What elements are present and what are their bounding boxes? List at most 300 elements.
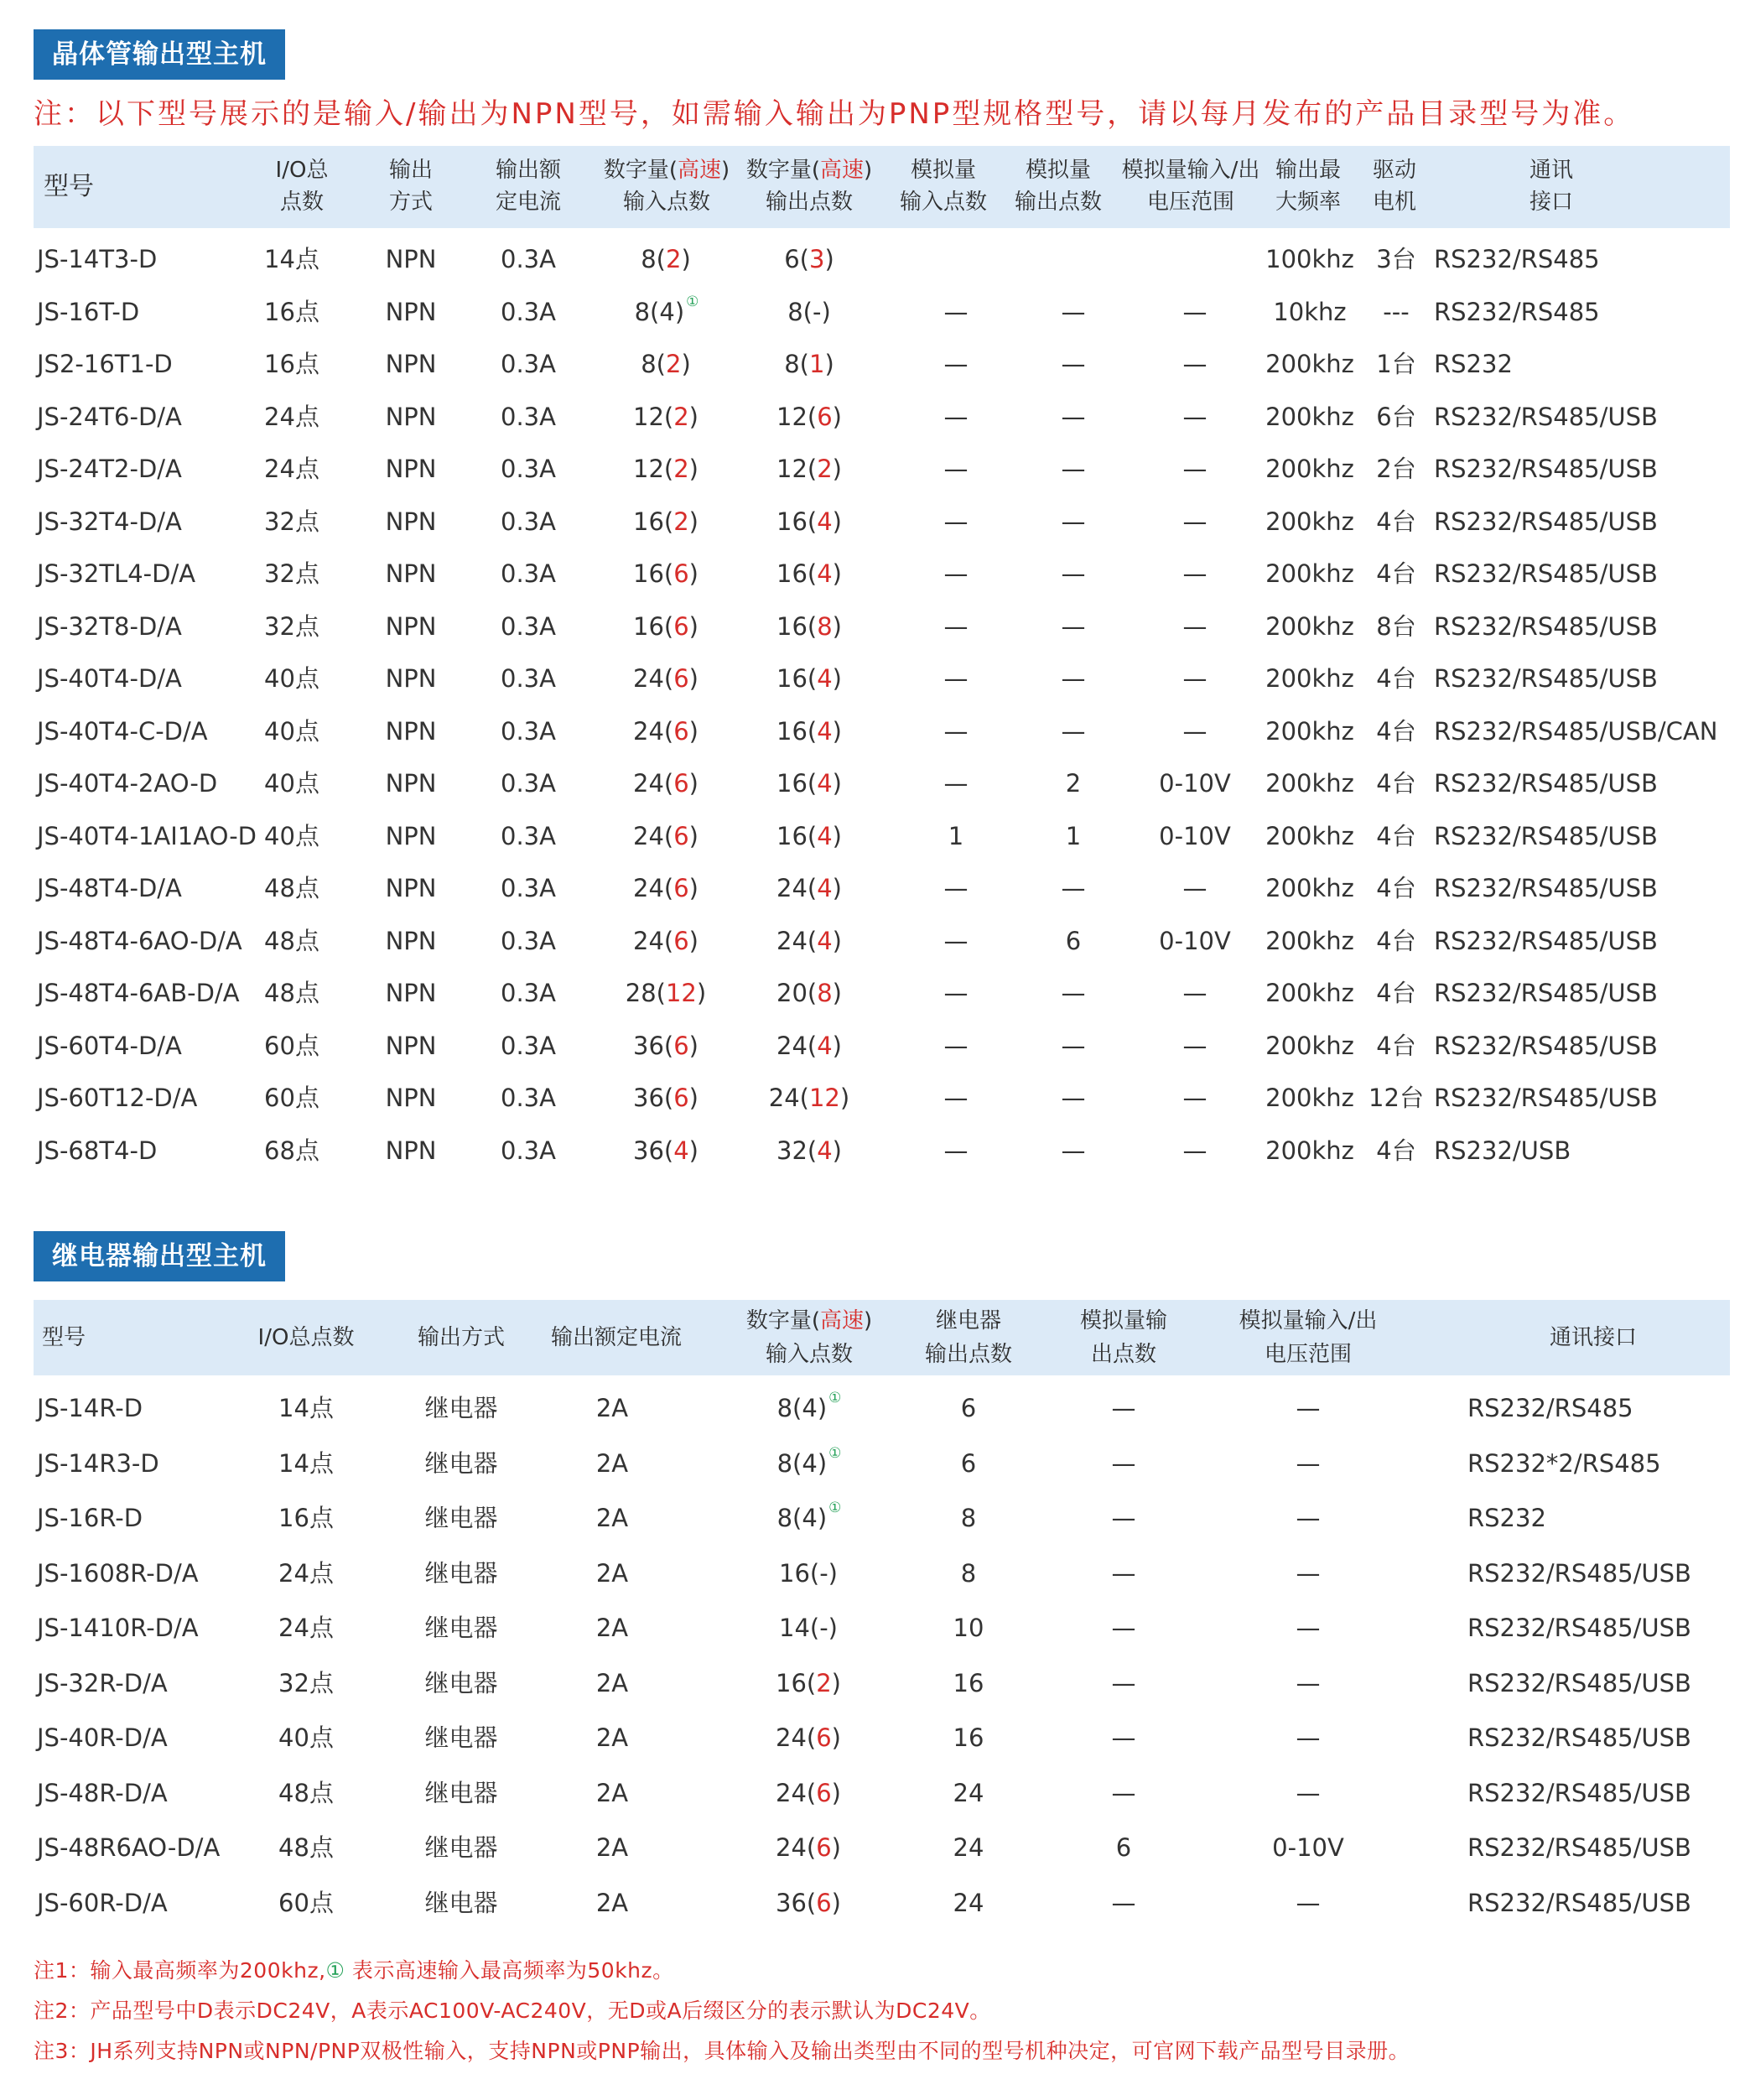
cell-mode: 继电器 [424, 1504, 498, 1532]
table-row [34, 1125, 1730, 1177]
cell-io: 48点 [278, 1778, 334, 1807]
header-mode-1: 输出 [388, 158, 433, 183]
cell-ain: — [943, 769, 969, 798]
cell-io: 40点 [264, 769, 319, 798]
cell-din: 8(4) ① [776, 1500, 842, 1532]
cell-range: — [1296, 1558, 1321, 1588]
table-row [34, 233, 1730, 285]
table-row [34, 1492, 1730, 1544]
table-row [34, 443, 1730, 495]
cell-dout: 6(3) [784, 245, 834, 273]
cell-comm: RS232/RS485/USB [1434, 455, 1658, 483]
cell-freq: 200khz [1265, 350, 1354, 378]
cell-mode: NPN [385, 769, 437, 798]
cell-ain: — [943, 1031, 969, 1060]
cell-dout: 24(4) [776, 926, 842, 955]
cell-io: 32点 [278, 1668, 334, 1697]
cell-aout: — [1061, 979, 1086, 1007]
cell-comm: RS232/RS485/USB/CAN [1434, 716, 1718, 746]
table-row [34, 1437, 1730, 1489]
table-row [34, 1877, 1730, 1929]
cell-io: 24点 [264, 402, 319, 431]
cell-cur: 0.3A [501, 507, 556, 536]
header-motor-1: 驱动 [1372, 158, 1416, 183]
cell-io: 60点 [264, 1084, 319, 1112]
cell-ain: — [943, 611, 969, 641]
cell-model: JS-24T2-D/A [37, 455, 182, 483]
cell-model: JS-40T4-D/A [37, 664, 182, 693]
cell-model: JS-32R-D/A [37, 1668, 168, 1697]
cell-io: 24点 [278, 1614, 334, 1642]
cell-freq: 200khz [1265, 559, 1354, 588]
cell-ain: — [943, 297, 969, 326]
cell-comm: RS232/USB [1434, 1136, 1571, 1165]
cell-model: JS-48T4-6AO-D/A [37, 926, 242, 955]
cell-cur: 0.3A [501, 1136, 556, 1165]
cell-din: 8(4) ① [776, 1444, 842, 1478]
cell-aout: — [1061, 507, 1086, 536]
header-comm-2: 接口 [1529, 190, 1573, 215]
cell-freq: 200khz [1265, 402, 1354, 431]
cell-ain: — [943, 455, 969, 483]
cell-dout: 16(4) [776, 821, 842, 850]
cell-model: JS-24T6-D/A [37, 402, 182, 431]
cell-cur: 0.3A [501, 455, 556, 483]
cell-din: 28(12) [625, 979, 707, 1007]
cell-cur: 0.3A [501, 559, 556, 588]
cell-io: 48点 [278, 1833, 334, 1862]
cell-io: 48点 [264, 926, 319, 955]
table-row [34, 548, 1730, 600]
cell-motor: 4台 [1376, 716, 1416, 746]
cell-io: 32点 [264, 507, 319, 536]
cell-io: 32点 [264, 559, 319, 588]
cell-mode: NPN [385, 664, 437, 693]
cell-freq: 200khz [1265, 611, 1354, 641]
cell-dout: 8(-) [787, 297, 831, 326]
footnote-1: 注1：输入最高频率为200khz,① 表示高速输入最高频率为50khz。 [34, 1958, 674, 1983]
header-aout-2: 输出点数 [1014, 190, 1102, 215]
cell-comm: RS232/RS485/USB [1434, 769, 1658, 798]
cell-aout: — [1111, 1448, 1136, 1478]
cell-din: 12(2) [633, 455, 699, 483]
cell-model: JS-32TL4-D/A [37, 559, 196, 588]
cell-io: 40点 [278, 1723, 334, 1752]
cell-din: 24(6) [633, 821, 699, 850]
table-row [34, 1547, 1730, 1599]
cell-comm: RS232/RS485 [1467, 1394, 1633, 1422]
cell-dout: 24(12) [768, 1084, 850, 1112]
cell-aout: — [1111, 1394, 1136, 1422]
cell-dout: 32(4) [776, 1136, 842, 1165]
cell-comm: RS232/RS485/USB [1467, 1778, 1691, 1807]
cell-motor: 4台 [1376, 507, 1416, 536]
header-ain-1: 模拟量 [910, 158, 976, 183]
cell-aout: — [1061, 559, 1086, 588]
cell-comm: RS232/RS485/USB [1434, 1084, 1658, 1112]
cell-model: JS-48T4-D/A [37, 874, 182, 902]
cell-mode: NPN [385, 1084, 437, 1112]
header-motor-2: 电机 [1372, 190, 1416, 215]
cell-din: 16(2) [633, 507, 699, 536]
cell-ain: — [943, 1136, 969, 1165]
relay-header-range-1: 模拟量输入/出 [1239, 1308, 1378, 1333]
cell-comm: RS232/RS485/USB [1467, 1558, 1691, 1588]
cell-aout: 6 [1115, 1833, 1132, 1862]
header-dout-1: 数字量(高速) [745, 158, 873, 183]
header-io-2: 点数 [279, 190, 324, 215]
cell-cur: 0.3A [501, 1084, 556, 1112]
header-freq-2: 大频率 [1275, 190, 1341, 215]
cell-motor: 4台 [1376, 979, 1416, 1007]
cell-motor: 1台 [1376, 350, 1416, 378]
cell-range: — [1296, 1888, 1321, 1917]
cell-cur: 2A [595, 1614, 629, 1642]
cell-mode: NPN [385, 1031, 437, 1060]
cell-comm: RS232/RS485/USB [1434, 559, 1658, 588]
relay-header-aout-2: 出点数 [1090, 1342, 1156, 1367]
cell-aout: — [1111, 1668, 1136, 1697]
cell-io: 60点 [264, 1031, 319, 1060]
cell-freq: 200khz [1265, 1031, 1354, 1060]
cell-io: 14点 [264, 245, 319, 273]
cell-ain: — [943, 350, 969, 378]
cell-din: 24(6) [776, 1723, 841, 1752]
table-row [34, 810, 1730, 862]
cell-rout: 24 [953, 1778, 984, 1807]
cell-range: — [1296, 1394, 1321, 1422]
cell-aout: — [1061, 874, 1086, 902]
cell-rout: 8 [960, 1558, 977, 1588]
cell-rout: 8 [960, 1504, 977, 1532]
cell-ain: — [943, 926, 969, 955]
cell-aout: — [1061, 1084, 1086, 1112]
cell-din: 16(6) [633, 611, 699, 641]
cell-range: 0-10V [1159, 769, 1231, 798]
cell-comm: RS232/RS485/USB [1434, 507, 1658, 536]
cell-range: — [1182, 297, 1207, 326]
cell-io: 40点 [264, 716, 319, 746]
cell-din: 36(6) [633, 1031, 699, 1060]
cell-io: 60点 [278, 1888, 334, 1917]
cell-aout: — [1061, 1136, 1086, 1165]
table-row [34, 1382, 1730, 1434]
header-model: 型号 [44, 172, 94, 201]
transistor-section-title: 晶体管输出型主机 [34, 29, 285, 80]
table-row [34, 496, 1730, 548]
cell-io: 48点 [264, 979, 319, 1007]
cell-comm: RS232/RS485/USB [1434, 664, 1658, 693]
cell-motor: 4台 [1376, 559, 1416, 588]
cell-cur: 0.3A [501, 821, 556, 850]
cell-io: 40点 [264, 664, 319, 693]
cell-din: 16(2) [776, 1668, 841, 1697]
cell-comm: RS232/RS485/USB [1467, 1888, 1691, 1917]
cell-din: 16(6) [633, 559, 699, 588]
cell-range: — [1182, 507, 1207, 536]
cell-rout: 16 [953, 1723, 984, 1752]
cell-mode: 继电器 [424, 1614, 498, 1642]
cell-model: JS-14T3-D [37, 245, 158, 273]
cell-mode: 继电器 [424, 1888, 498, 1917]
table-row [34, 338, 1730, 390]
cell-range: — [1182, 874, 1207, 902]
cell-motor: 4台 [1376, 874, 1416, 902]
cell-ain: — [943, 874, 969, 902]
cell-comm: RS232/RS485/USB [1434, 821, 1658, 850]
cell-motor: 6台 [1376, 402, 1416, 431]
cell-aout: — [1111, 1723, 1136, 1752]
cell-model: JS-14R-D [37, 1394, 143, 1422]
cell-motor: 3台 [1376, 245, 1416, 273]
cell-model: JS-60R-D/A [37, 1888, 168, 1917]
cell-range: — [1182, 559, 1207, 588]
cell-ain: — [943, 979, 969, 1007]
cell-motor: --- [1383, 297, 1410, 326]
table-row [34, 757, 1730, 809]
cell-din: 24(6) [633, 874, 699, 902]
cell-mode: NPN [385, 926, 437, 955]
transistor-table-header [34, 146, 1730, 228]
cell-din: 8(2) [641, 245, 691, 273]
cell-io: 32点 [264, 611, 319, 641]
cell-din: 24(6) [633, 716, 699, 746]
cell-freq: 10khz [1273, 297, 1347, 326]
cell-aout: — [1061, 350, 1086, 378]
cell-range: — [1182, 1136, 1207, 1165]
table-row [34, 862, 1730, 914]
cell-cur: 0.3A [501, 350, 556, 378]
cell-mode: 继电器 [424, 1448, 498, 1478]
cell-range: — [1296, 1668, 1321, 1697]
header-range-1: 模拟量输入/出 [1121, 158, 1260, 183]
header-aout-1: 模拟量 [1025, 158, 1091, 183]
cell-dout: 16(8) [776, 611, 842, 641]
cell-motor: 4台 [1376, 769, 1416, 798]
cell-freq: 200khz [1265, 769, 1354, 798]
cell-motor: 4台 [1376, 821, 1416, 850]
cell-freq: 200khz [1265, 716, 1354, 746]
cell-dout: 12(6) [776, 402, 842, 431]
cell-cur: 0.3A [501, 245, 556, 273]
cell-mode: NPN [385, 979, 437, 1007]
cell-motor: 4台 [1376, 664, 1416, 693]
cell-ain: — [943, 664, 969, 693]
cell-mode: NPN [385, 716, 437, 746]
cell-io: 40点 [264, 821, 319, 850]
cell-ain: — [943, 507, 969, 536]
cell-rout: 24 [953, 1833, 984, 1862]
cell-range: — [1296, 1614, 1321, 1642]
relay-header-range-2: 电压范围 [1264, 1342, 1352, 1367]
cell-freq: 200khz [1265, 979, 1354, 1007]
cell-aout: — [1061, 664, 1086, 693]
cell-io: 48点 [264, 874, 319, 902]
relay-header-current: 输出额定电流 [550, 1325, 682, 1350]
relay-header-comm: 通讯接口 [1549, 1325, 1637, 1350]
cell-cur: 0.3A [501, 874, 556, 902]
cell-model: JS-48T4-6AB-D/A [37, 979, 240, 1007]
cell-cur: 0.3A [501, 402, 556, 431]
cell-aout: — [1061, 297, 1086, 326]
cell-model: JS-16R-D [37, 1504, 143, 1532]
cell-model: JS-14R3-D [37, 1448, 159, 1478]
cell-dout: 20(8) [776, 979, 842, 1007]
relay-header-aout-1: 模拟量输 [1079, 1308, 1167, 1333]
cell-model: JS-16T-D [37, 297, 140, 326]
cell-range: 0-10V [1159, 926, 1231, 955]
cell-din: 12(2) [633, 402, 699, 431]
cell-io: 16点 [264, 297, 319, 326]
cell-din: 8(2) [641, 350, 691, 378]
cell-cur: 0.3A [501, 979, 556, 1007]
cell-model: JS-1608R-D/A [37, 1558, 199, 1588]
cell-mode: 继电器 [424, 1668, 498, 1697]
cell-aout: — [1061, 1031, 1086, 1060]
cell-mode: NPN [385, 245, 437, 273]
cell-model: JS-40R-D/A [37, 1723, 168, 1752]
cell-aout: — [1061, 716, 1086, 746]
cell-aout: 6 [1065, 926, 1082, 955]
cell-rout: 6 [960, 1394, 977, 1422]
cell-freq: 200khz [1265, 926, 1354, 955]
cell-cur: 0.3A [501, 1031, 556, 1060]
cell-freq: 200khz [1265, 821, 1354, 850]
cell-freq: 200khz [1265, 1084, 1354, 1112]
cell-din: 24(6) [776, 1833, 841, 1862]
header-din-2: 输入点数 [622, 190, 710, 215]
cell-dout: 16(4) [776, 664, 842, 693]
cell-aout: — [1111, 1558, 1136, 1588]
cell-mode: 继电器 [424, 1558, 498, 1588]
table-row [34, 1822, 1730, 1874]
header-freq-1: 输出最 [1275, 158, 1341, 183]
cell-range: — [1182, 1084, 1207, 1112]
cell-cur: 2A [595, 1394, 629, 1422]
cell-rout: 10 [953, 1614, 984, 1642]
cell-mode: NPN [385, 1136, 437, 1165]
cell-freq: 200khz [1265, 455, 1354, 483]
cell-rout: 6 [960, 1448, 977, 1478]
cell-range: 0-10V [1159, 821, 1231, 850]
cell-mode: 继电器 [424, 1394, 498, 1422]
cell-io: 16点 [264, 350, 319, 378]
cell-cur: 0.3A [501, 297, 556, 326]
cell-model: JS-60T12-D/A [37, 1084, 198, 1112]
cell-model: JS-68T4-D [37, 1136, 158, 1165]
cell-mode: 继电器 [424, 1778, 498, 1807]
cell-range: — [1182, 611, 1207, 641]
cell-dout: 16(4) [776, 716, 842, 746]
cell-ain: 1 [948, 821, 964, 850]
cell-rout: 16 [953, 1668, 984, 1697]
cell-range: — [1182, 664, 1207, 693]
cell-cur: 0.3A [501, 611, 556, 641]
cell-range: — [1182, 979, 1207, 1007]
relay-header-din-2: 输入点数 [765, 1342, 853, 1367]
relay-header-din-1: 数字量(高速) [745, 1308, 873, 1333]
header-ain-2: 输入点数 [899, 190, 987, 215]
header-mode-2: 方式 [388, 190, 433, 215]
cell-aout: — [1111, 1614, 1136, 1642]
relay-header-io: I/O总点数 [257, 1325, 355, 1350]
relay-table-header [34, 1300, 1730, 1375]
cell-cur: 2A [595, 1833, 629, 1862]
cell-cur: 0.3A [501, 716, 556, 746]
cell-io: 14点 [278, 1448, 334, 1478]
cell-comm: RS232/RS485/USB [1434, 611, 1658, 641]
cell-rout: 24 [953, 1888, 984, 1917]
cell-ain: — [943, 559, 969, 588]
cell-din: 24(6) [633, 664, 699, 693]
cell-freq: 200khz [1265, 874, 1354, 902]
cell-dout: 16(4) [776, 507, 842, 536]
cell-io: 24点 [278, 1558, 334, 1588]
cell-comm: RS232/RS485/USB [1434, 402, 1658, 431]
cell-model: JS-48R-D/A [37, 1778, 168, 1807]
cell-dout: 16(4) [776, 559, 842, 588]
cell-dout: 16(4) [776, 769, 842, 798]
cell-io: 68点 [264, 1136, 319, 1165]
cell-comm: RS232/RS485 [1434, 297, 1600, 326]
cell-comm: RS232/RS485/USB [1467, 1668, 1691, 1697]
cell-freq: 200khz [1265, 1136, 1354, 1165]
relay-header-rout-2: 输出点数 [924, 1342, 1012, 1367]
cell-cur: 2A [595, 1668, 629, 1697]
table-row [34, 1767, 1730, 1819]
cell-din: 36(6) [776, 1888, 841, 1917]
cell-model: JS-40T4-C-D/A [37, 716, 208, 746]
cell-range: — [1182, 716, 1207, 746]
cell-ain: — [943, 716, 969, 746]
cell-range: — [1296, 1723, 1321, 1752]
header-current-1: 输出额 [495, 158, 561, 183]
cell-freq: 200khz [1265, 507, 1354, 536]
relay-header-mode: 输出方式 [417, 1325, 505, 1350]
cell-mode: NPN [385, 611, 437, 641]
relay-header-rout-1: 继电器 [935, 1308, 1001, 1333]
cell-cur: 2A [595, 1504, 629, 1532]
cell-aout: — [1111, 1888, 1136, 1917]
table-row [34, 1072, 1730, 1124]
table-row [34, 967, 1730, 1019]
cell-din: 24(6) [633, 769, 699, 798]
cell-motor: 2台 [1376, 455, 1416, 483]
cell-comm: RS232 [1434, 350, 1513, 378]
cell-range: — [1182, 1031, 1207, 1060]
table-row [34, 915, 1730, 967]
cell-dout: 12(2) [776, 455, 842, 483]
table-row [34, 1602, 1730, 1654]
table-row [34, 1020, 1730, 1072]
cell-aout: — [1111, 1504, 1136, 1532]
cell-mode: NPN [385, 297, 437, 326]
cell-motor: 12台 [1368, 1084, 1424, 1112]
cell-model: JS-32T8-D/A [37, 611, 182, 641]
header-range-2: 电压范围 [1146, 190, 1234, 215]
cell-cur: 2A [595, 1723, 629, 1752]
cell-cur: 0.3A [501, 664, 556, 693]
cell-model: JS2-16T1-D [37, 350, 173, 378]
cell-comm: RS232/RS485/USB [1467, 1614, 1691, 1642]
cell-model: JS-32T4-D/A [37, 507, 182, 536]
cell-mode: NPN [385, 350, 437, 378]
cell-cur: 2A [595, 1888, 629, 1917]
cell-ain: — [943, 402, 969, 431]
cell-comm: RS232/RS485/USB [1434, 979, 1658, 1007]
cell-model: JS-1410R-D/A [37, 1614, 199, 1642]
cell-motor: 4台 [1376, 1136, 1416, 1165]
